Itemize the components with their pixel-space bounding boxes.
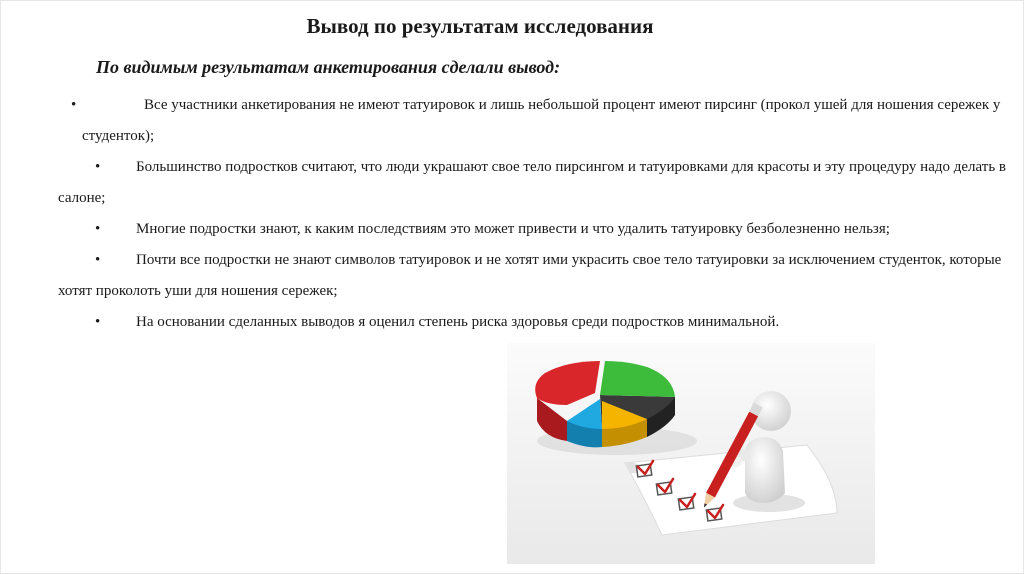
- bullet-icon: •: [95, 221, 101, 237]
- list-item-text: Все участники анкетирования не имеют татуировок и лишь небольшой процент имеют пирсинг (прокол ушей для ношения сережек у студенток);: [82, 97, 1001, 144]
- list-item: [58, 152, 1008, 214]
- pie-chart-and-checklist-figure-icon: [507, 343, 875, 564]
- list-item: [58, 90, 1008, 152]
- bullet-icon: •: [95, 252, 101, 268]
- list-item: [58, 245, 1008, 307]
- conclusion-list: [58, 90, 1008, 338]
- slide-title: Вывод по результатам исследования: [306, 14, 654, 38]
- bullet-icon: •: [95, 159, 101, 175]
- list-item: [58, 307, 1008, 338]
- slide-subtitle: По видимым результатам анкетирования сделали вывод:: [96, 57, 561, 77]
- bullet-icon: •: [71, 97, 77, 113]
- bullet-icon: •: [95, 314, 101, 330]
- pie-chart-checklist-illustration: [507, 343, 875, 564]
- list-item-text: Большинство подростков считают, что люди украшают свое тело пирсингом и татуировками для красоты и эту процедуру надо делать в салоне;: [58, 159, 1007, 206]
- list-item-text: На основании сделанных выводов я оценил степень риска здоровья среди подростков минимальной.: [136, 314, 780, 330]
- list-item-text: Почти все подростки не знают символов татуировок и не хотят ими украсить свое тело татуировки за исключением студенток, которые хотят проколоть уши для ношения сережек;: [58, 252, 1002, 299]
- list-item: [58, 214, 1008, 245]
- list-item-text: Многие подростки знают, к каким последствиям это может привести и что удалить татуировку безболезненно нельзя;: [136, 221, 890, 237]
